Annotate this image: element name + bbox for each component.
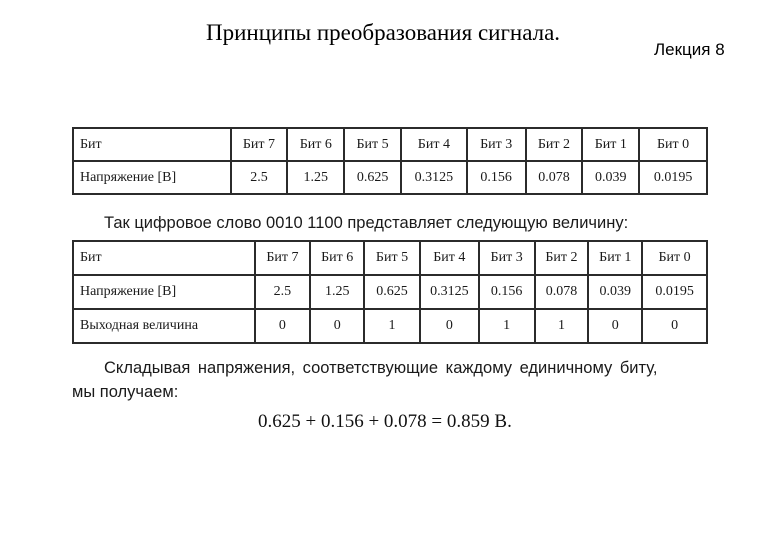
header-cell: Бит 3 [479, 241, 535, 275]
output-cell: 0 [642, 309, 707, 343]
output-cell: 1 [479, 309, 535, 343]
voltage-cell: 0.039 [582, 161, 639, 194]
table-row-voltage [73, 161, 707, 194]
voltage-cell: 0.625 [364, 275, 420, 309]
output-cell: 0 [255, 309, 311, 343]
voltage-cell: 0.3125 [420, 275, 479, 309]
sum-formula: 0.625 + 0.156 + 0.078 = 0.859 В. [258, 411, 512, 432]
header-cell: Бит 1 [582, 128, 639, 161]
summary-text-line-2: мы получаем: [72, 383, 179, 401]
voltage-cell: 1.25 [287, 161, 344, 194]
output-cell: 1 [535, 309, 589, 343]
table-header-row [73, 128, 707, 161]
bit-voltage-table [72, 127, 708, 195]
voltage-cell: 0.3125 [401, 161, 467, 194]
header-cell: Бит 7 [255, 241, 311, 275]
voltage-cell: 1.25 [310, 275, 364, 309]
output-value-table [72, 240, 708, 344]
row-label-voltage: Напряжение [В] [73, 161, 231, 194]
voltage-cell: 0.078 [526, 161, 583, 194]
voltage-cell: 0.039 [588, 275, 642, 309]
header-cell: Бит 6 [310, 241, 364, 275]
voltage-cell: 0.0195 [642, 275, 707, 309]
table-header-row [73, 241, 707, 275]
voltage-cell: 2.5 [255, 275, 311, 309]
row-label-output: Выходная величина [73, 309, 255, 343]
header-cell: Бит 6 [287, 128, 344, 161]
header-cell: Бит 3 [467, 128, 526, 161]
voltage-cell: 0.078 [535, 275, 589, 309]
voltage-cell: 0.0195 [639, 161, 707, 194]
slide-title: Принципы преобразования сигнала. [206, 20, 561, 45]
header-cell: Бит 4 [401, 128, 467, 161]
output-cell: 0 [420, 309, 479, 343]
header-cell: Бит 2 [526, 128, 583, 161]
voltage-cell: 2.5 [231, 161, 288, 194]
lecture-label: Лекция 8 [654, 40, 725, 59]
header-cell: Бит 7 [231, 128, 288, 161]
output-cell: 0 [310, 309, 364, 343]
header-cell: Бит 1 [588, 241, 642, 275]
table-row-output [73, 309, 707, 343]
output-cell: 1 [364, 309, 420, 343]
header-cell: Бит 5 [344, 128, 401, 161]
table-row-voltage [73, 275, 707, 309]
voltage-cell: 0.625 [344, 161, 401, 194]
header-cell: Бит 0 [639, 128, 707, 161]
voltage-cell: 0.156 [479, 275, 535, 309]
summary-text-line-1: Складывая напряжения, соответствующие каждому единичному биту, [104, 359, 658, 377]
header-cell: Бит 0 [642, 241, 707, 275]
row-label-bit: Бит [73, 241, 255, 275]
output-cell: 0 [588, 309, 642, 343]
intro-text: Так цифровое слово 0010 1100 представляет следующую величину: [104, 214, 629, 232]
voltage-cell: 0.156 [467, 161, 526, 194]
header-cell: Бит 5 [364, 241, 420, 275]
header-cell: Бит 4 [420, 241, 479, 275]
header-cell: Бит 2 [535, 241, 589, 275]
row-label-bit: Бит [73, 128, 231, 161]
row-label-voltage: Напряжение [В] [73, 275, 255, 309]
